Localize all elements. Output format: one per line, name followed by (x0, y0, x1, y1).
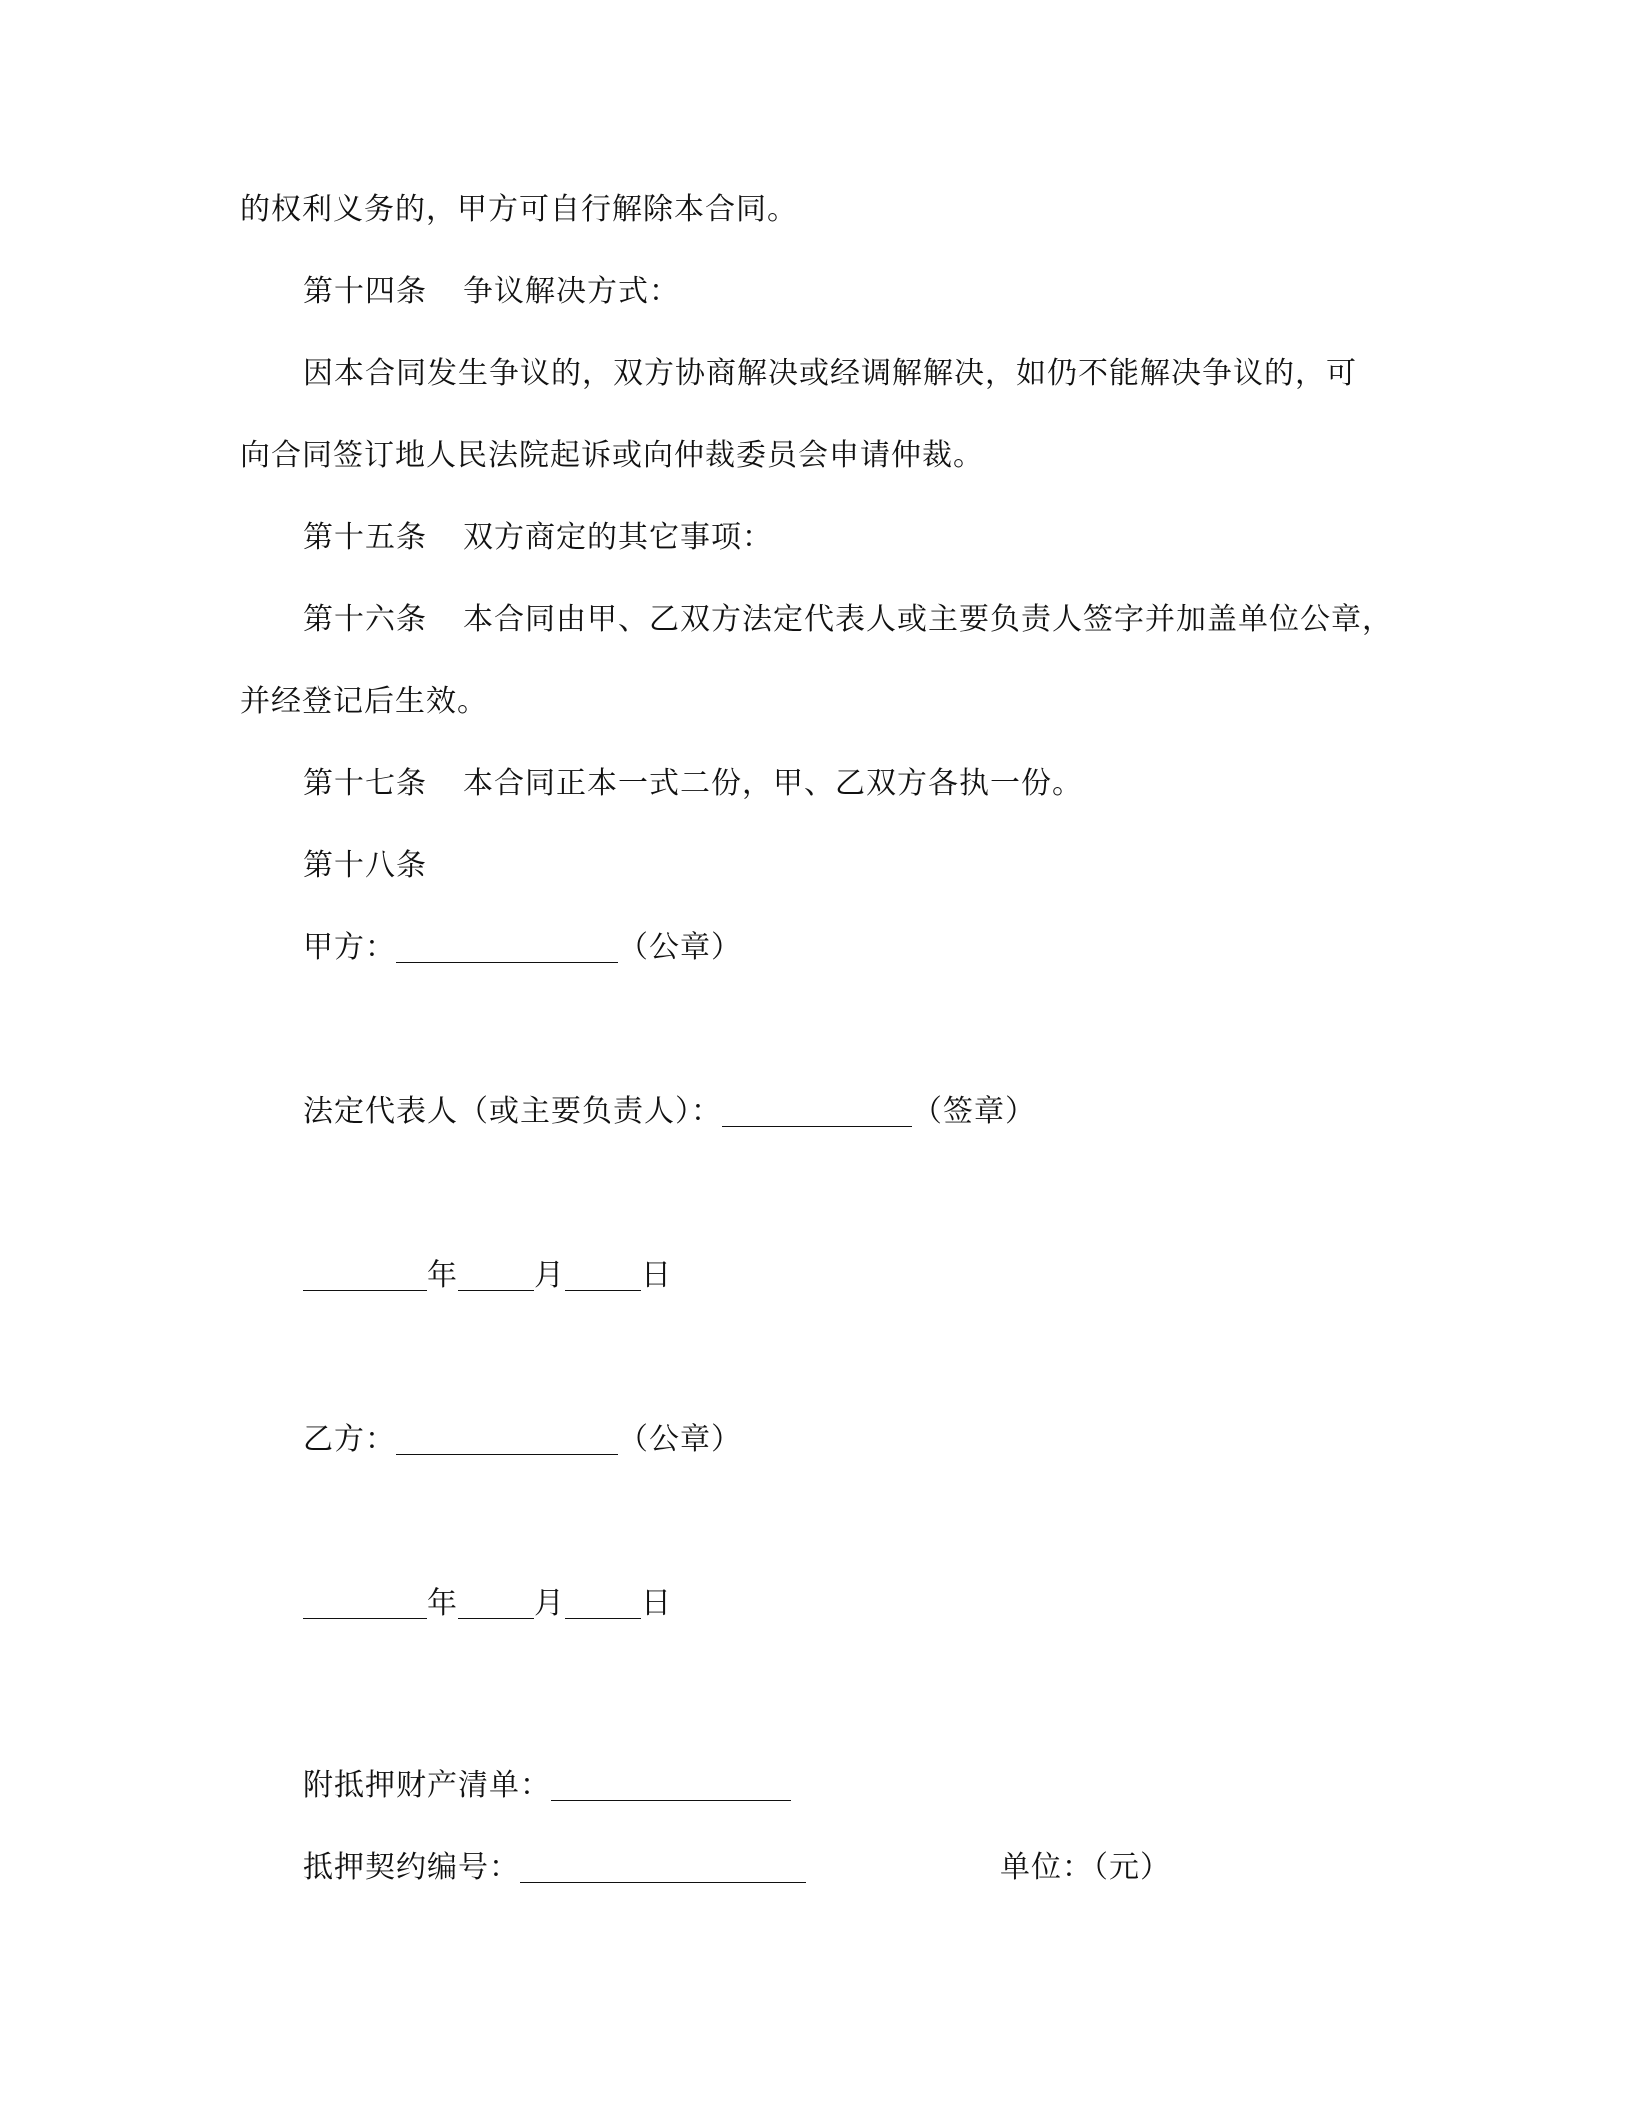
article-heading: 第十七条 (303, 766, 427, 801)
day-blank[interactable] (565, 1260, 641, 1291)
year-label: 年 (427, 1258, 458, 1293)
article-16 (303, 600, 1393, 640)
text-continuation: 的权利义务的，甲方可自行解除本合同。 (240, 192, 798, 227)
attachment-list-label: 附抵押财产清单： (303, 1768, 551, 1803)
article-body-text: 向合同签订地人民法院起诉或向仲裁委员会申请仲裁。 (240, 438, 984, 473)
party-a-blank[interactable] (396, 932, 618, 963)
year-blank[interactable] (303, 1260, 427, 1291)
article-14 (303, 272, 680, 312)
article-16-body-line-2 (240, 682, 488, 722)
article-heading: 第十八条 (303, 848, 427, 883)
day-label: 日 (641, 1258, 672, 1293)
party-b-seal-label: （公章） (618, 1422, 742, 1457)
party-b-label: 乙方： (303, 1422, 396, 1457)
month-blank[interactable] (458, 1260, 534, 1291)
attachment-list-blank[interactable] (551, 1770, 791, 1801)
article-heading: 第十五条 (303, 520, 427, 555)
party-a-signature-line (303, 928, 742, 968)
month-label: 月 (534, 1586, 565, 1621)
representative-seal-label: （签章） (912, 1094, 1036, 1129)
unit-line (1000, 1848, 1171, 1888)
paragraph-line (240, 190, 798, 230)
party-a-label: 甲方： (303, 930, 396, 965)
article-title: 争议解决方式： (463, 274, 680, 309)
month-blank[interactable] (458, 1588, 534, 1619)
article-14-body-line-2 (240, 436, 984, 476)
article-17 (303, 764, 1083, 804)
day-blank[interactable] (565, 1588, 641, 1619)
representative-signature-line (303, 1092, 1036, 1132)
month-label: 月 (534, 1258, 565, 1293)
year-blank[interactable] (303, 1588, 427, 1619)
party-b-signature-line (303, 1420, 742, 1460)
party-a-seal-label: （公章） (618, 930, 742, 965)
party-b-blank[interactable] (396, 1424, 618, 1455)
article-body-text: 并经登记后生效。 (240, 684, 488, 719)
contract-number-label: 抵押契约编号： (303, 1850, 520, 1885)
contract-number-blank[interactable] (520, 1852, 806, 1883)
article-body-text: 本合同正本一式二份，甲、乙双方各执一份。 (463, 766, 1083, 801)
representative-blank[interactable] (722, 1096, 912, 1127)
date-line-1 (303, 1256, 672, 1296)
day-label: 日 (641, 1586, 672, 1621)
article-title: 双方商定的其它事项： (463, 520, 773, 555)
contract-number-line (303, 1848, 806, 1888)
article-heading: 第十四条 (303, 274, 427, 309)
year-label: 年 (427, 1586, 458, 1621)
attachment-list-line (303, 1766, 791, 1806)
article-15 (303, 518, 773, 558)
date-line-2 (303, 1584, 672, 1624)
article-14-body-line-1 (303, 354, 1357, 394)
representative-label: 法定代表人（或主要负责人）： (303, 1094, 722, 1129)
article-18 (303, 846, 427, 886)
unit-label: 单位：（元） (1000, 1850, 1171, 1885)
article-body-text: 本合同由甲、乙双方法定代表人或主要负责人签字并加盖单位公章， (463, 602, 1393, 637)
article-body-text: 因本合同发生争议的，双方协商解决或经调解解决，如仍不能解决争议的，可 (303, 356, 1357, 391)
article-heading: 第十六条 (303, 602, 427, 637)
